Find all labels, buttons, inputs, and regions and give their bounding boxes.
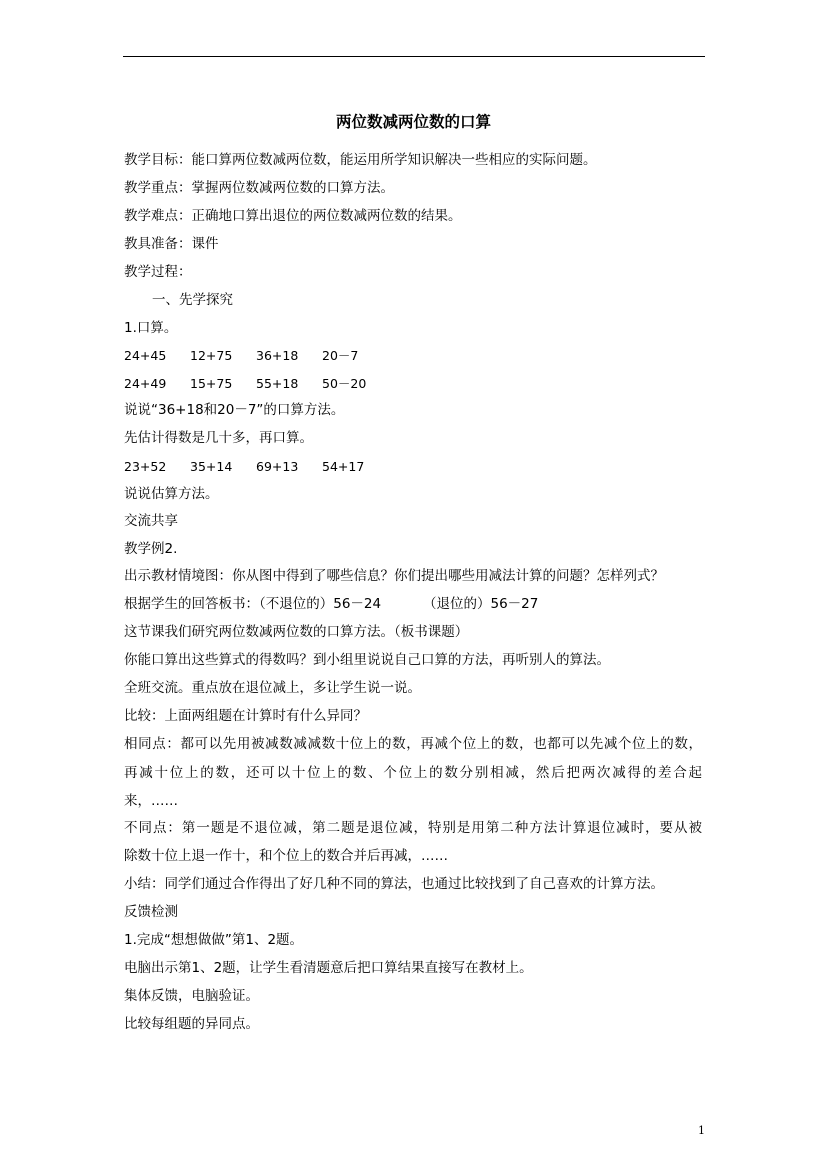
expression-row xyxy=(0,374,827,394)
similarities-line-2: 再减十位上的数，还可以十位上的数、个位上的数分别相减，然后把两次减得的差合起 xyxy=(124,765,702,781)
say-estimate: 说说估算方法。 xyxy=(124,486,219,502)
computer-show: 电脑出示第1、2题，让学生看清题意后把口算结果直接写在教材上。 xyxy=(124,960,533,976)
section-heading: 一、先学探究 xyxy=(152,292,233,308)
header-rule xyxy=(123,56,705,57)
expression: 55+18 xyxy=(256,376,299,391)
board-writing-b: （退位的）56－27 xyxy=(423,596,539,612)
differences-line-2: 除数十位上退一作十，和个位上的数合并后再减，…… xyxy=(124,848,448,864)
example-heading: 教学例2. xyxy=(124,541,178,557)
expression: 69+13 xyxy=(256,459,299,474)
expression: 24+45 xyxy=(124,348,167,363)
compare-each: 比较每组题的异同点。 xyxy=(124,1016,259,1032)
exchange-heading: 交流共享 xyxy=(124,513,178,529)
expression: 12+75 xyxy=(190,348,233,363)
compare-question: 比较：上面两组题在计算时有什么异同？ xyxy=(124,708,367,724)
teaching-tools: 教具准备：课件 xyxy=(124,236,219,252)
differences-line-1: 不同点：第一题是不退位减，第二题是退位减，特别是用第二种方法计算退位减时，要从被 xyxy=(124,820,702,836)
expression: 35+14 xyxy=(190,459,233,474)
expression-row xyxy=(0,457,827,477)
whole-class: 全班交流。重点放在退位减上，多让学生说一说。 xyxy=(124,680,421,696)
complete-task: 1.完成“想想做做”第1、2题。 xyxy=(124,932,304,948)
board-writing-a: 根据学生的回答板书：（不退位的）56－24 xyxy=(124,596,382,612)
teaching-goal: 教学目标：能口算两位数减两位数，能运用所学知识解决一些相应的实际问题。 xyxy=(124,152,597,168)
estimate-first: 先估计得数是几十多，再口算。 xyxy=(124,430,313,446)
feedback-heading: 反馈检测 xyxy=(124,904,178,920)
expression: 15+75 xyxy=(190,376,233,391)
expression: 24+49 xyxy=(124,376,167,391)
expression: 36+18 xyxy=(256,348,299,363)
can-you-question: 你能口算出这些算式的得数吗？到小组里说说自己口算的方法，再听别人的算法。 xyxy=(124,652,610,668)
teaching-key-point: 教学重点：掌握两位数减两位数的口算方法。 xyxy=(124,180,394,196)
say-method: 说说“36+18和20－7”的口算方法。 xyxy=(124,402,345,418)
summary: 小结：同学们通过合作得出了好几种不同的算法，也通过比较找到了自己喜欢的计算方法。 xyxy=(124,876,664,892)
this-lesson: 这节课我们研究两位数减两位数的口算方法。（板书课题） xyxy=(124,624,469,640)
collective-feedback: 集体反馈，电脑验证。 xyxy=(124,988,259,1004)
similarities-line-1: 相同点：都可以先用被减数减减数十位上的数，再减个位上的数，也都可以先减个位上的数， xyxy=(124,736,702,752)
expression: 50－20 xyxy=(322,376,367,391)
show-scene: 出示教材情境图：你从图中得到了哪些信息？你们提出哪些用减法计算的问题？怎样列式？ xyxy=(124,568,664,584)
page-title: 两位数减两位数的口算 xyxy=(335,113,491,131)
expression-row xyxy=(0,346,827,366)
teaching-process: 教学过程： xyxy=(124,264,192,280)
expression: 23+52 xyxy=(124,459,167,474)
item-heading: 1.口算。 xyxy=(124,320,178,336)
expression: 54+17 xyxy=(322,459,365,474)
page-number: 1 xyxy=(698,1124,705,1137)
similarities-line-3: 来，…… xyxy=(124,793,178,809)
expression: 20－7 xyxy=(322,348,359,363)
teaching-difficulty: 教学难点：正确地口算出退位的两位数减两位数的结果。 xyxy=(124,208,462,224)
